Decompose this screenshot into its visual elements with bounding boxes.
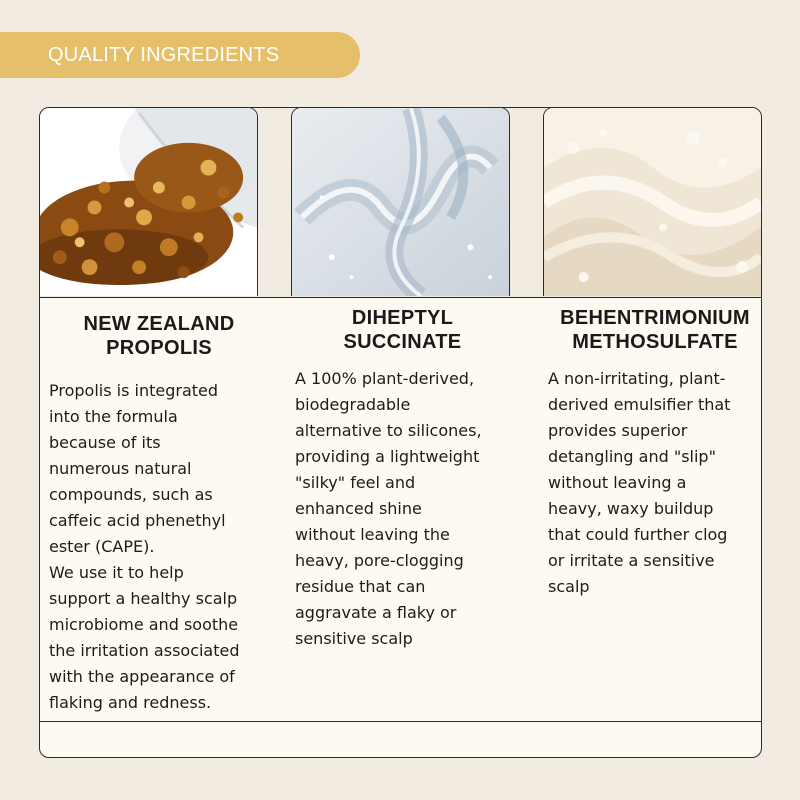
propolis-granules-image	[39, 107, 258, 296]
ingredient-card-behentrimonium-methosulfate	[548, 306, 762, 600]
section-badge-label: QUALITY INGREDIENTS	[48, 43, 280, 66]
ingredient-title: DIHEPTYL SUCCINATE	[343, 307, 462, 353]
ingredients-panel	[39, 107, 762, 758]
ingredient-card-propolis	[49, 306, 269, 716]
footer-divider	[40, 721, 761, 722]
section-badge	[0, 32, 360, 78]
ingredient-title: NEW ZEALAND PROPOLIS	[83, 313, 235, 359]
ingredient-description: A non-irritating, plant- derived emulsifier that provides superior detangling and "slip" without leaving a heavy, waxy buildup that could further clog or irritate a sensitive scalp	[548, 369, 731, 596]
ingredient-description: A 100% plant-derived, biodegradable alternative to silicones, providing a lightweight "silky" feel and enhanced shine without leaving the heavy, pore-clogging residue that can aggravate a flaky or sensitive scalp	[295, 369, 482, 648]
cream-swirl-image	[543, 107, 762, 296]
water-splash-image	[291, 107, 510, 296]
ingredient-description: Propolis is integrated into the formula because of its numerous natural compounds, such as caffeic acid phenethyl ester (CAPE). We use it to help support a healthy scalp microbiome and soothe the irritation associated with the appearance of flaking and redness.	[49, 381, 240, 712]
ingredient-images-row	[40, 108, 761, 298]
ingredient-card-diheptyl-succinate	[295, 306, 510, 652]
ingredient-title: BEHENTRIMONIUM METHOSULFATE	[560, 307, 750, 353]
